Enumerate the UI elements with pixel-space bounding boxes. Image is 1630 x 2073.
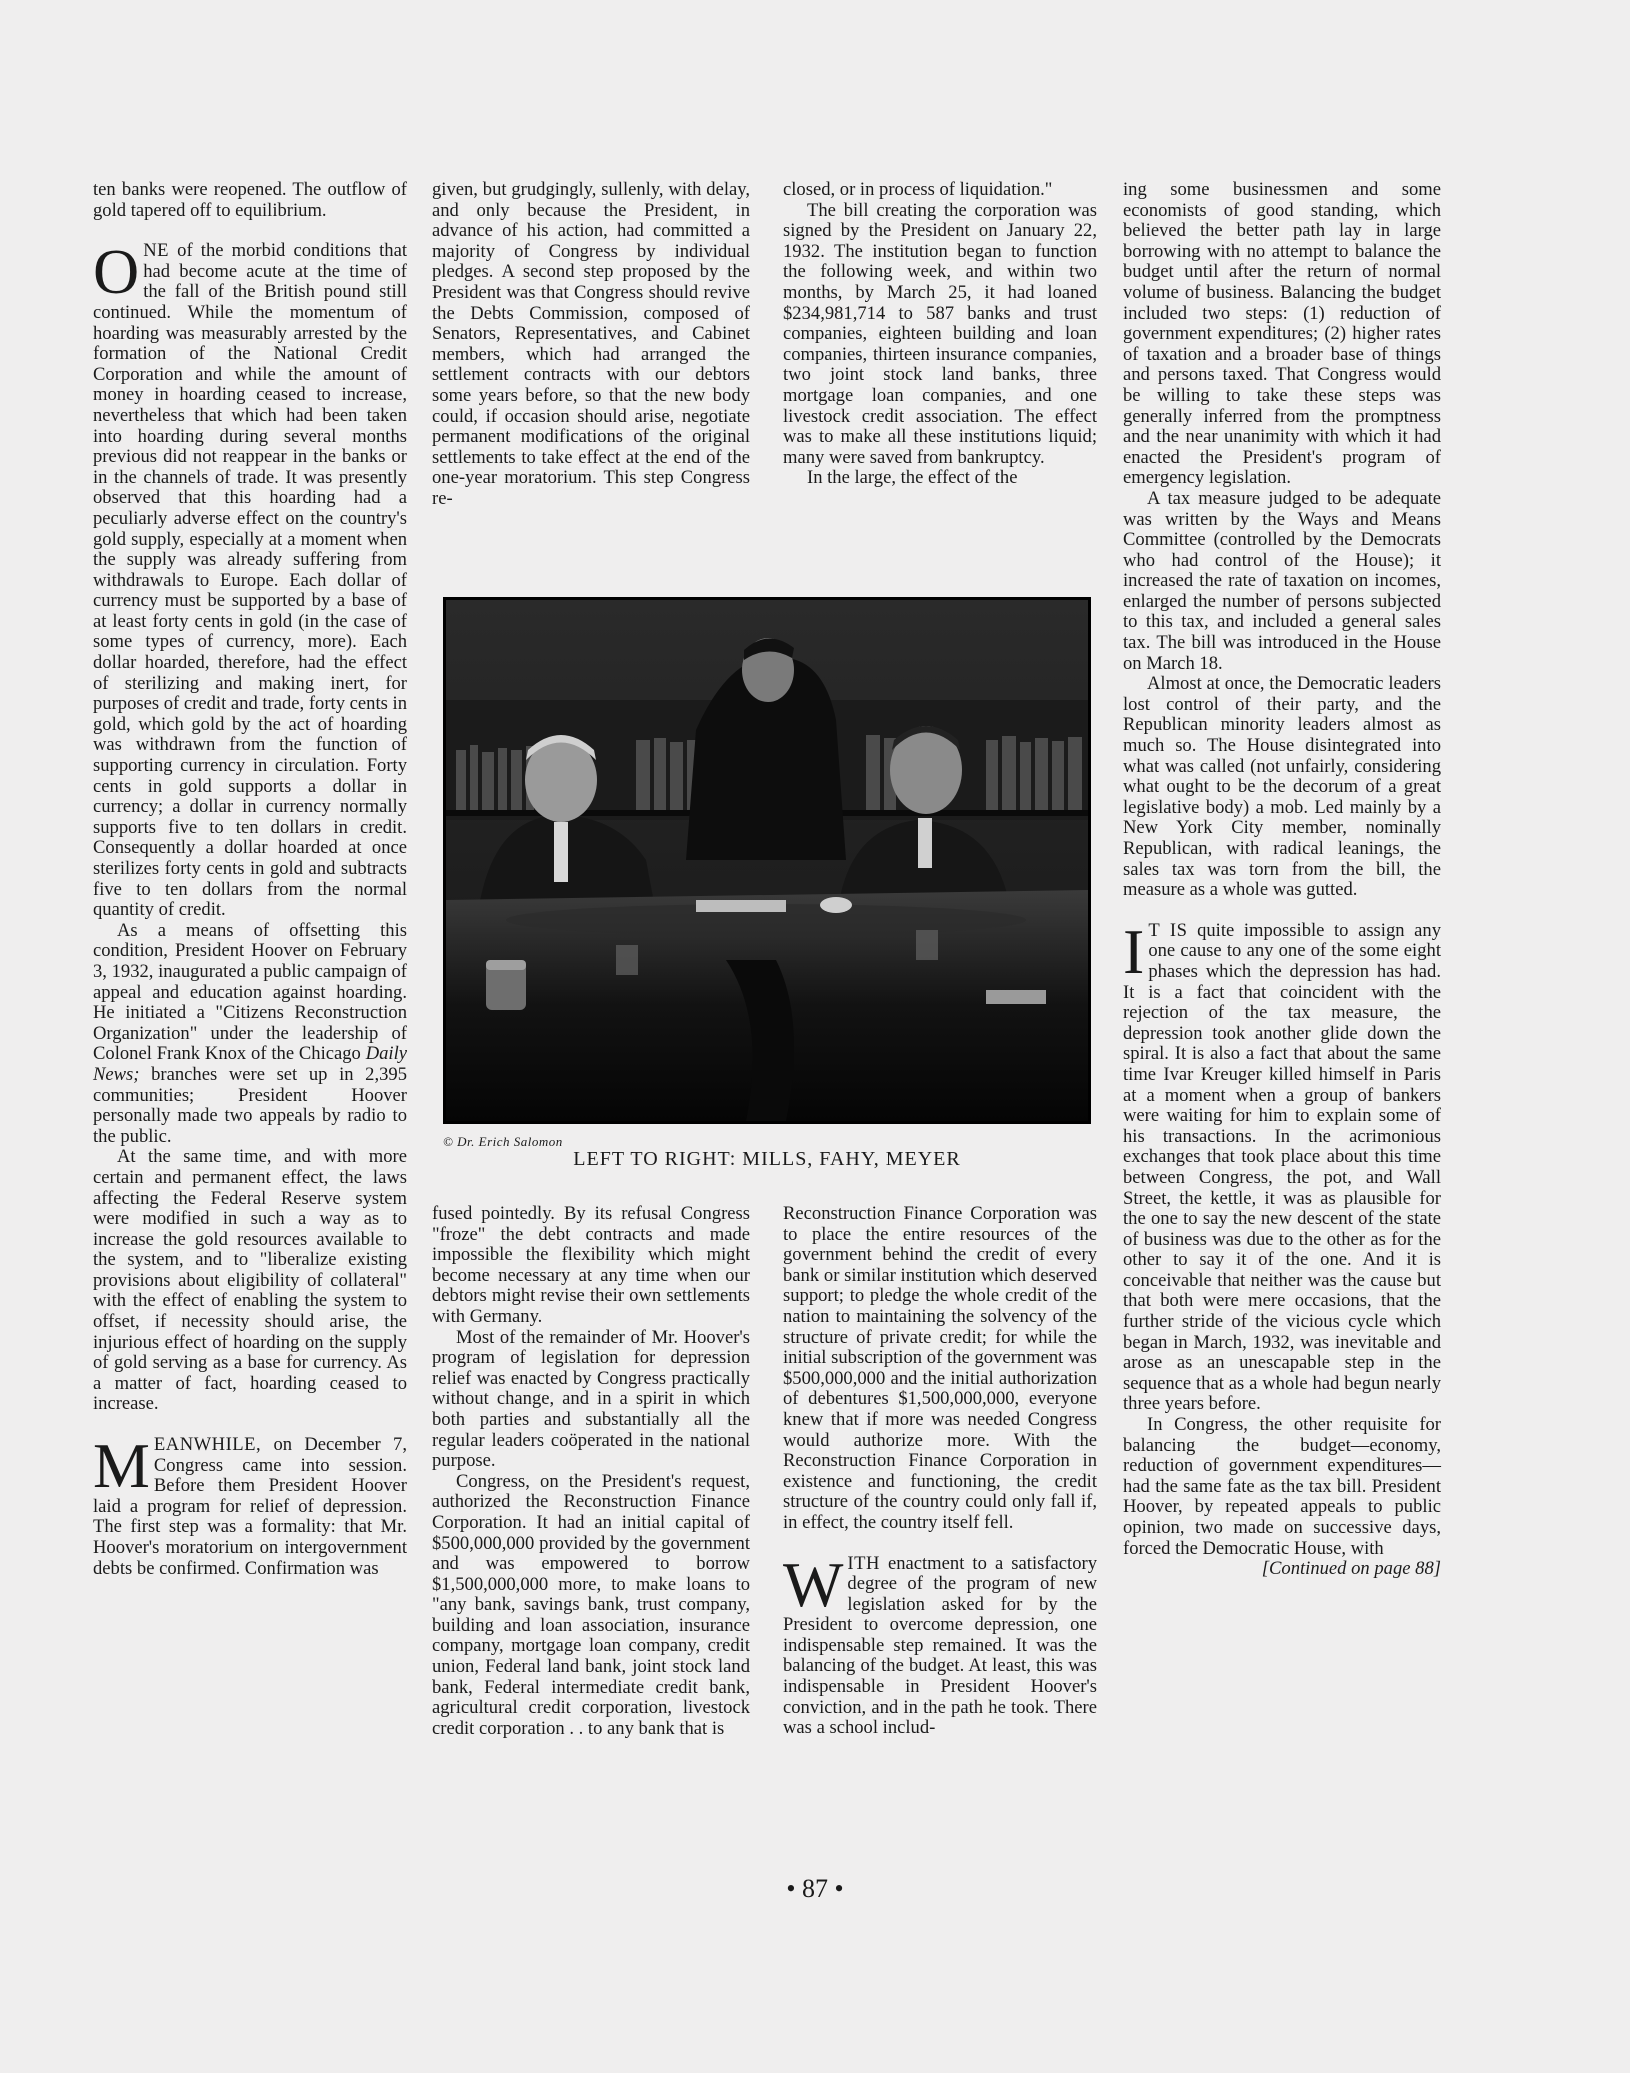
paragraph: Reconstruction Finance Corporation was to place the entire resources of the government behind the credit of every bank or similar institution which deserved support; to pledge the whole credit of the nation to maintaining the solvency of the structure of private credit; for while the initial subscription of the government was $500,000,000 and the initial authorization of debentures $1,500,000,000, everyone knew that if more was needed Congress would authorize more. With the Reconstruction Finance Corporation in existence and functioning, the credit structure of the country could only fall if, in effect, the country itself fell.	[783, 1203, 1097, 1533]
drop-cap: O	[93, 236, 140, 308]
article-column-3-top	[783, 180, 1097, 489]
paragraph: Almost at once, the Democratic leaders lost control of their party, and the Republican minority leaders almost as much so. The House disintegrated into what was called (not unfairly, considering what ought to be the decorum of a great legislative body) a mob. Led mainly by a New York City member, nominally Republican, with radical leanings, the sales tax was torn from the bill, the measure as a whole was gutted.	[1123, 673, 1441, 901]
photo-caption: LEFT TO RIGHT: MILLS, FAHY, MEYER	[573, 1148, 961, 1170]
small-caps-lead: EANWHILE,	[153, 1434, 262, 1456]
paragraph-text: on December 7, Congress came into session. Before them President Hoover laid a program for relief of depression. The first step was a formality: that Mr. Hoover's moratorium on intergovernment debts be confirmed. Confirmation was	[93, 1434, 407, 1579]
paragraph: The bill creating the corporation was signed by the President on January 22, 1932. The institution began to function the following week, and within two months, by March 25, it had loaned $234,981,714 to 587 banks and trust companies, eighteen building and loan companies, thirteen insurance companies, two joint stock land banks, three mortgage loan companies, and one livestock credit association. The effect was to make all these institutions liquid; many were saved from bankruptcy.	[783, 199, 1097, 468]
paragraph: closed, or in process of liquidation."	[783, 179, 1053, 200]
drop-cap: M	[93, 1430, 150, 1502]
paragraph-text: branches were set up in 2,395 communities; President Hoover personally made two appeals by radio to the public.	[93, 1063, 407, 1147]
small-caps-lead: NE	[143, 240, 170, 262]
photo-credit: © Dr. Erich Salomon	[443, 1134, 563, 1149]
photo-image	[446, 600, 1088, 1121]
paragraph: ten banks were reopened. The outflow of gold tapered off to equilibrium.	[93, 179, 407, 221]
paragraph-text: quite impossible to assign any one cause to any one of the some eight phases which the depression has had. It is a fact that coincident with the rejection of the tax measure, the depression took another glide down the spiral. It is also a fact that about the same time Ivar Kreuger killed himself in Paris at a moment when a group of bankers were waiting for him to explain some of his transactions. In the acrimonious exchanges that took place about this time between Congress, the pot, and Wall Street, the kettle, it was as plausible for the one to say the new descent of the state of business was due to the other as for the other to say it of the one. And it is conceivable that neither was the cause but that both were mere occasions, that the further stride of the vicious cycle which began in March, 1932, was inevitable and arose as an unescapable step in the sequence that as a whole had begun nearly three years before.	[1123, 919, 1441, 1415]
article-column-2-bottom	[432, 1204, 750, 1739]
drop-cap: W	[783, 1548, 844, 1620]
paragraph: ing some businessmen and some economists of good standing, which believed the better path lay in large borrowing with no attempt to balance the budget until after the return of normal volume of business. Balancing the budget included two steps: (1) reduction of government expenditures; (2) higher rates of taxation and a broader base of things and persons taxed. That Congress would be willing to take these steps was generally inferred from the promptness and the near unanimity with which it had enacted the President's program of emergency legislation.	[1123, 179, 1441, 489]
paragraph-text: enactment to a satisfactory degree of the program of new legislation asked for by the President to overcome depression, one indispensable step remained. It was the balancing of the budget. At least, this was indispensable in President Hoover's conviction, and in the path he took. There was a school includ-	[783, 1552, 1097, 1739]
paragraph: Most of the remainder of Mr. Hoover's program of legislation for depression relief was enacted by Congress practically without change, and in a spirit in which both parties and substantially all the regular leaders coöperated in the national purpose.	[432, 1326, 750, 1472]
section-paragraph	[93, 236, 407, 921]
paragraph: In the large, the effect of the	[807, 467, 1018, 489]
article-column-1	[93, 180, 407, 1579]
paragraph: fused pointedly. By its refusal Congress "froze" the debt contracts and made impossible the flexibility which might become necessary at any time when our debtors might revise their own settlements with Germany.	[432, 1203, 750, 1327]
paragraph: Congress, on the President's request, authorized the Reconstruction Finance Corporation. It had an initial capital of $500,000,000 provided by the government and was empowered to borrow $1,500,000,000 more, to make loans to "any bank, savings bank, trust company, building and loan association, insurance company, mortgage loan company, credit union, Federal land bank, joint stock land bank, Federal intermediate credit bank, agricultural credit corporation, livestock credit corporation . . to any bank that is	[432, 1470, 750, 1739]
small-caps-lead: ITH	[847, 1552, 880, 1574]
paragraph: At the same time, and with more certain and permanent effect, the laws affecting the Federal Reserve system were modified in such a way as to increase the gold resources available to the system, and to "liberalize existing provisions about eligibility of collateral" with the effect of enabling the system to offset, if necessity should arise, the injurious effect of hoarding on the supply of gold serving as a base for currency. As a matter of fact, hoarding ceased to increase.	[93, 1146, 407, 1415]
paragraph: given, but grudgingly, sullenly, with delay, and only because the President, in advance of his action, had committed a majority of Congress by individual pledges. A second step proposed by the President was that Congress should revive the Debts Commission, composed of Senators, Representatives, and Cabinet members, which had arranged the settlement contracts with our debtors some years before, so that the new body could, if occasion should arise, negotiate permanent modifications of the original settlements to take effect at the end of the one-year moratorium. This step Congress re-	[432, 179, 750, 509]
paragraph	[93, 921, 407, 1148]
photo	[443, 597, 1091, 1124]
article-column-4	[1123, 180, 1441, 1580]
article-column-3-bottom	[783, 1204, 1097, 1739]
section-paragraph	[93, 1430, 407, 1579]
paragraph-text: of the morbid conditions that had become acute at the time of the fall of the British pound still continued. While the momentum of hoarding was measurably arrested by the formation of the National Credit Corporation and while the amount of money in hoarding ceased to increase, nevertheless that which had been taken into hoarding during several months previous did not reappear in the banks or in the channels of trade. It was presently observed that this hoarding had a peculiarly adverse effect on the country's gold supply, especially at a moment when the supply was already suffering from withdrawals to Europe. Each dollar of currency must be supported by a base of at least forty cents in gold (in the case of some types of currency, more). Each dollar hoarded, therefore, had the effect of sterilizing and making inert, for purposes of credit and trade, forty cents in gold, which gold by the act of hoarding was withdrawn from the function of supporting currency in circulation. Forty cents in gold supports a dollar in currency; a dollar in currency normally supports five to ten dollars in credit. Consequently a dollar hoarded at once sterilizes forty cents in gold and subtracts five to ten dollars from the normal quantity of credit.	[93, 240, 407, 921]
continued-note: [Continued on page 88]	[1261, 1558, 1441, 1580]
drop-cap: I	[1123, 915, 1145, 987]
section-paragraph	[783, 1548, 1097, 1739]
paragraph-text: As a means of offsetting this condition, President Hoover on February 3, 1932, inaugurated a public campaign of appeal and education against hoarding. He initiated a "Citizens Reconstruction Organization" under the leadership of Colonel Frank Knox of the Chicago	[93, 919, 407, 1065]
newspaper-name: Daily News;	[93, 1043, 407, 1085]
article-column-2-top	[432, 180, 750, 510]
paragraph: A tax measure judged to be adequate was written by the Ways and Means Committee (controlled by the Democrats who had control of the House); it increased the rate of taxation on incomes, enlarged the number of persons subjected to this tax, and included a general sales tax. The bill was introduced in the House on March 18.	[1123, 487, 1441, 674]
paragraph: In Congress, the other requisite for balancing the budget—economy, reduction of government expenditures—had the same fate as the tax bill. President Hoover, by repeated appeals to public opinion, two made on successive days, forced the Democratic House, with	[1123, 1414, 1441, 1559]
small-caps-lead: T IS	[1148, 919, 1188, 941]
section-paragraph	[1123, 915, 1441, 1415]
page-number: • 87 •	[786, 1874, 844, 1903]
